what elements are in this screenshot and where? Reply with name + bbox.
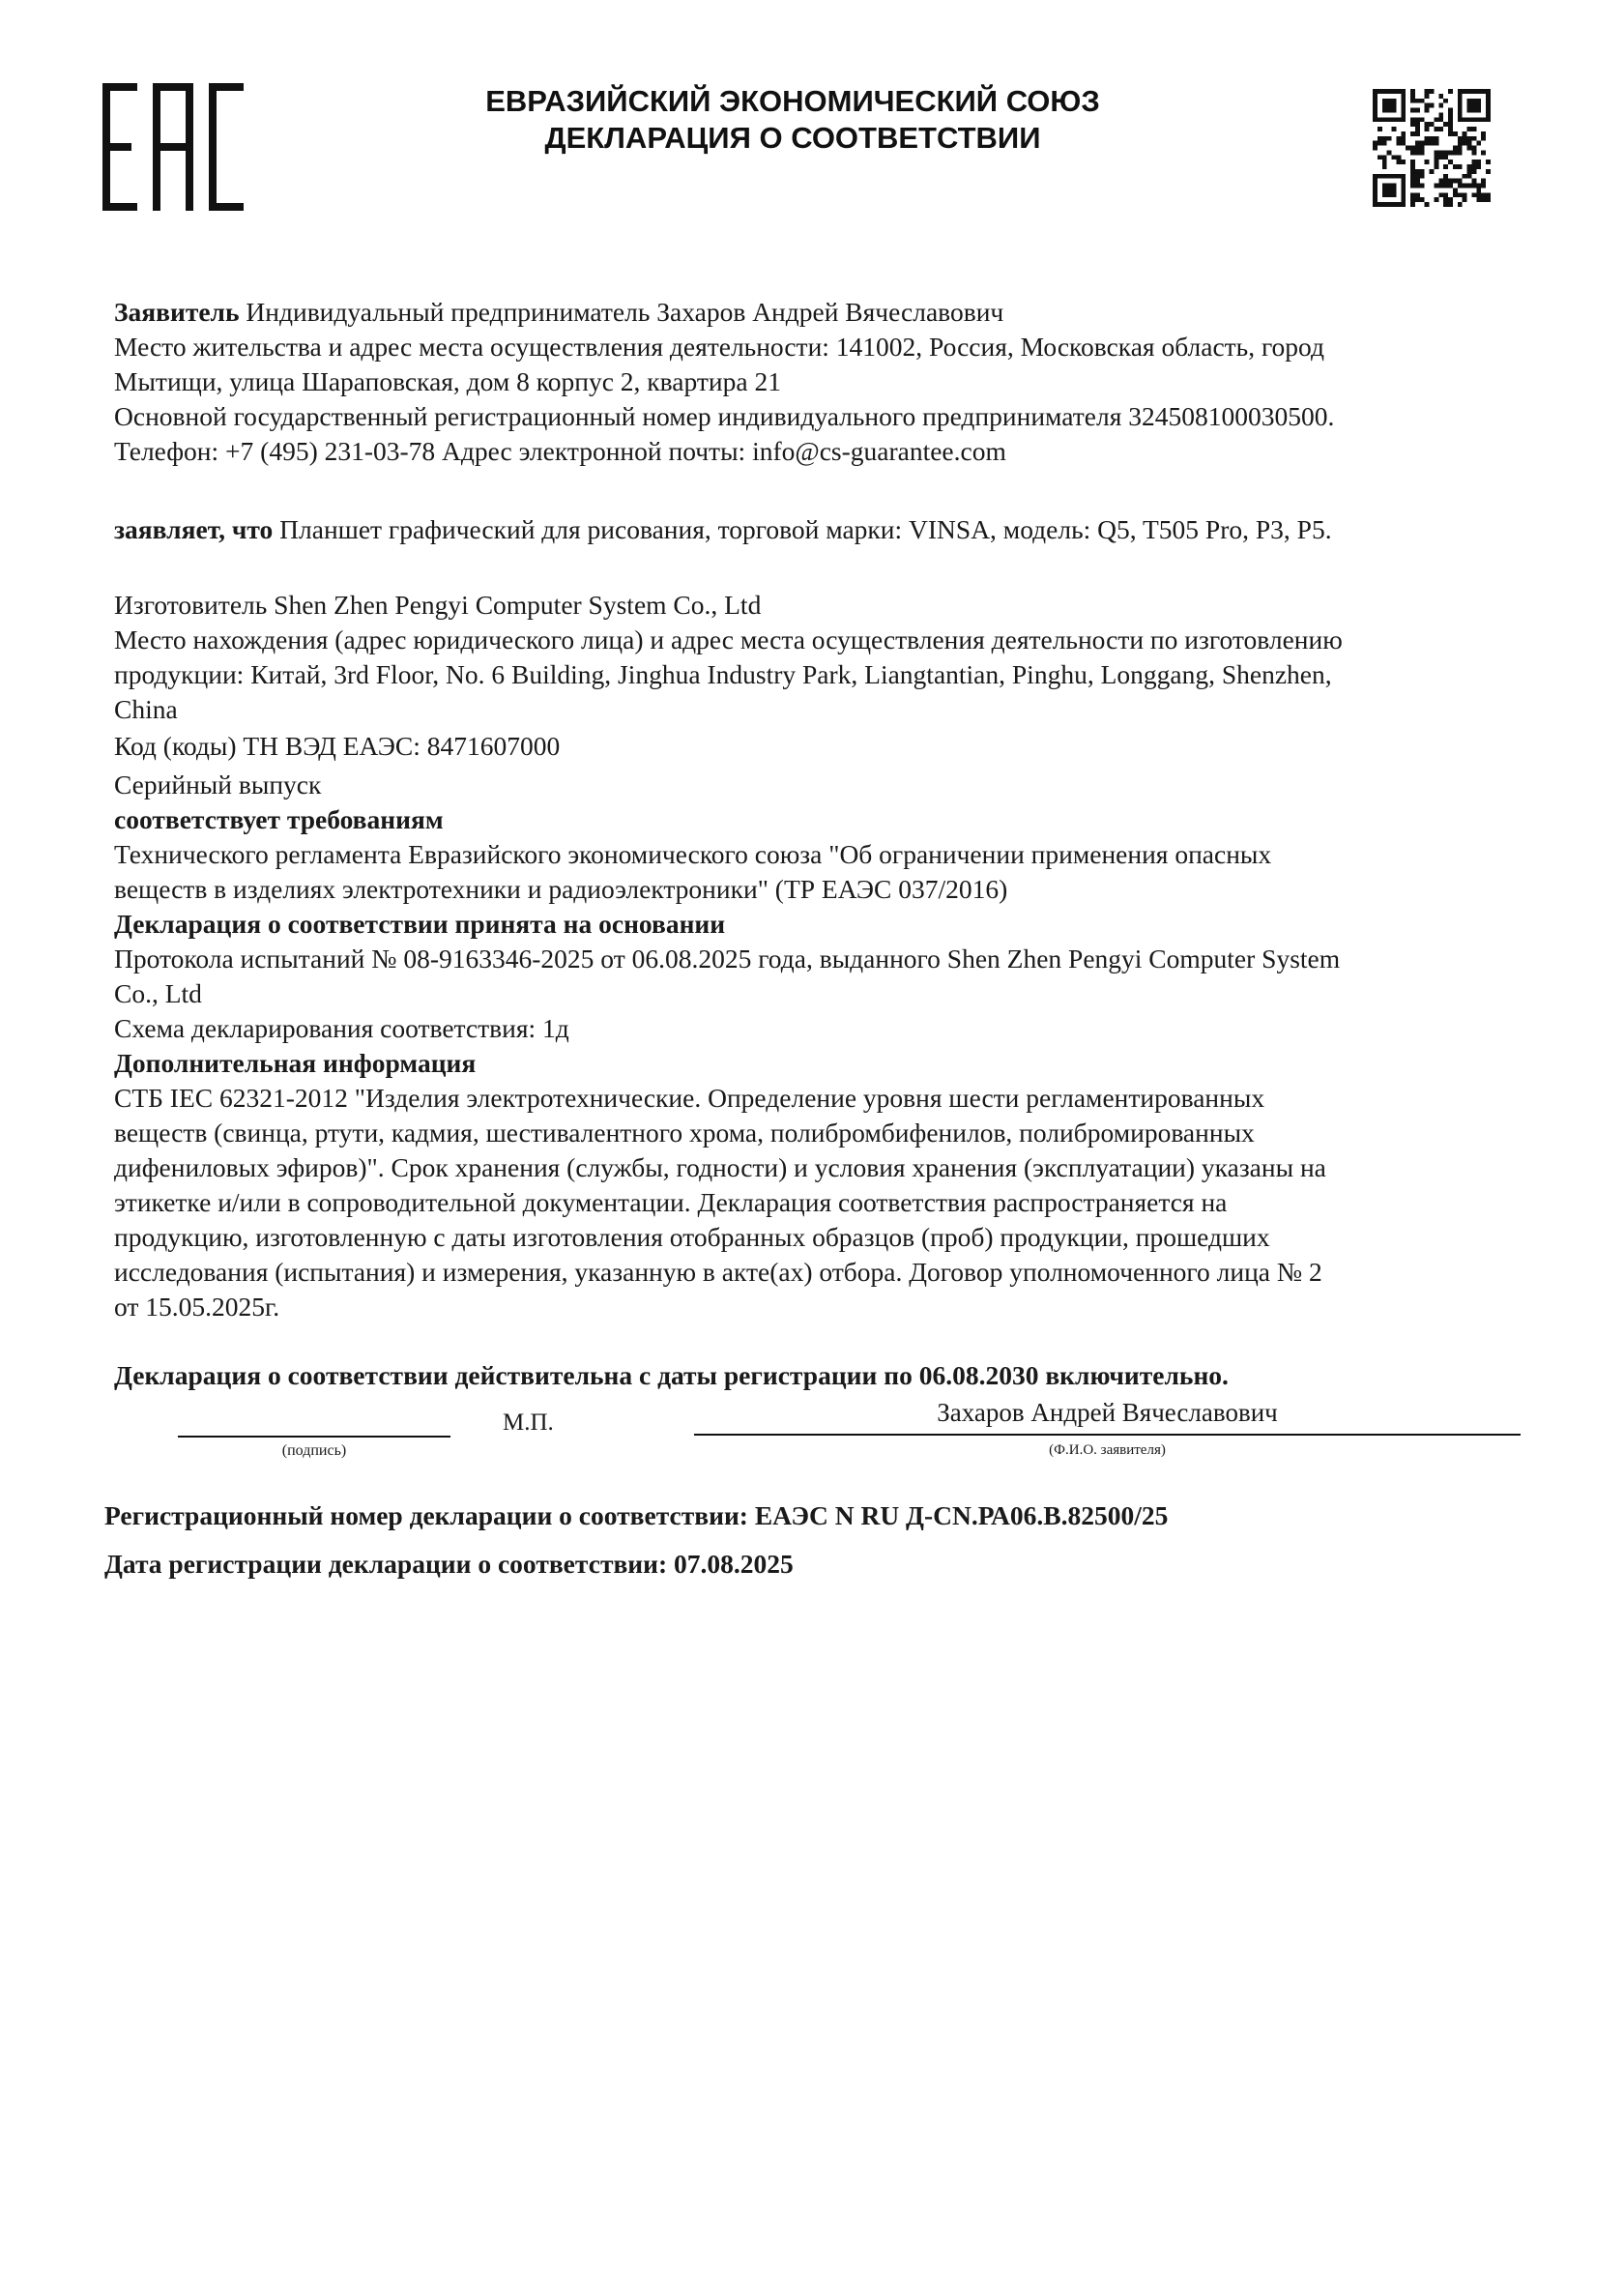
additional-line: продукцию, изготовленную с даты изготовления отобранных образцов (проб) продукции, прошедших — [114, 1222, 1270, 1252]
additional-line: исследования (испытания) и измерения, указанную в акте(ах) отбора. Договор уполномоченного лица № 2 — [114, 1257, 1322, 1287]
additional-label: Дополнительная информация — [114, 1048, 477, 1078]
basis-label: Декларация о соответствии принята на основании — [114, 909, 726, 939]
requirements-line1: Технического регламента Евразийского экономического союза "Об ограничении применения опасных — [114, 839, 1272, 869]
basis-line2: Co., Ltd — [114, 978, 202, 1008]
union-title: ЕВРАЗИЙСКИЙ ЭКОНОМИЧЕСКИЙ СОЮЗ — [485, 84, 1100, 118]
document-header — [377, 83, 1208, 157]
additional-line: от 15.05.2025г. — [114, 1292, 280, 1322]
additional-line: дифениловых эфиров)". Срок хранения (службы, годности) и условия хранения (эксплуатации) указаны на — [114, 1152, 1326, 1182]
applicant-label: Заявитель — [114, 297, 240, 327]
signature-line — [178, 1436, 450, 1438]
signer-name: Захаров Андрей Вячеславович — [937, 1398, 1278, 1427]
additional-line: веществ (свинца, ртути, кадмия, шестивалентного хрома, полибромбифенилов, полибромированных — [114, 1118, 1255, 1148]
applicant-ogrn: Основной государственный регистрационный номер индивидуального предпринимателя 324508100030500. — [114, 401, 1335, 431]
details-block — [114, 729, 1516, 1324]
basis-line1: Протокола испытаний № 08-9163346-2025 от 06.08.2025 года, выданного Shen Zhen Pengyi Computer System — [114, 944, 1341, 974]
declares-label: заявляет, что — [114, 514, 274, 544]
manufacturer-block — [114, 588, 1516, 727]
product-description: Планшет графический для рисования, торговой марки: VINSA, модель: Q5, T505 Pro, P3, P5. — [279, 514, 1332, 544]
stamp-place: М.П. — [503, 1410, 554, 1436]
manufacturer-address-line1: Место нахождения (адрес юридического лица) и адрес места осуществления деятельности по изготовлению — [114, 625, 1343, 654]
applicant-contacts: Телефон: +7 (495) 231-03-78 Адрес электронной почты: info@cs-guarantee.com — [114, 436, 1006, 466]
basis-scheme: Схема декларирования соответствия: 1д — [114, 1013, 569, 1043]
declares-block — [114, 512, 1516, 547]
applicant-address-line1: Место жительства и адрес места осуществления деятельности: 141002, Россия, Московская область, город — [114, 332, 1325, 362]
name-line — [694, 1434, 1521, 1436]
manufacturer-name: Изготовитель Shen Zhen Pengyi Computer System Co., Ltd — [114, 590, 762, 620]
requirements-label: соответствует требованиям — [114, 804, 444, 834]
additional-line: этикетке и/или в сопроводительной документации. Декларация соответствия распространяется на — [114, 1187, 1228, 1217]
eac-logo — [101, 83, 255, 211]
manufacturer-address-line3: China — [114, 694, 178, 724]
applicant-block — [114, 295, 1516, 469]
manufacturer-address-line2: продукции: Китай, 3rd Floor, No. 6 Building, Jinghua Industry Park, Liangtantian, Pinghu, Longgang, Shenzhen, — [114, 659, 1332, 689]
registration-date: Дата регистрации декларации о соответствии: 07.08.2025 — [104, 1549, 794, 1579]
applicant-address-line2: Мытищи, улица Шараповская, дом 8 корпус 2, квартира 21 — [114, 366, 781, 396]
signature-caption: (подпись) — [281, 1442, 347, 1459]
declaration-title: ДЕКЛАРАЦИЯ О СООТВЕТСТВИИ — [544, 121, 1041, 155]
requirements-line2: веществ в изделиях электротехники и радиоэлектроники" (ТР ЕАЭС 037/2016) — [114, 874, 1008, 904]
validity-block — [114, 1358, 1516, 1393]
tnved-code: Код (коды) ТН ВЭД ЕАЭС: 8471607000 — [114, 731, 561, 761]
name-caption: (Ф.И.О. заявителя) — [1049, 1442, 1166, 1458]
production-type: Серийный выпуск — [114, 770, 322, 799]
validity-text: Декларация о соответствии действительна с даты регистрации по 06.08.2030 включительно. — [114, 1360, 1229, 1390]
applicant-name: Индивидуальный предприниматель Захаров Андрей Вячеславович — [246, 297, 1004, 327]
additional-line: СТБ IEC 62321-2012 "Изделия электротехнические. Определение уровня шести регламентированных — [114, 1083, 1265, 1113]
registration-number: Регистрационный номер декларации о соответствии: ЕАЭС N RU Д-CN.РА06.В.82500/25 — [104, 1500, 1169, 1530]
qr-code-icon — [1373, 89, 1491, 207]
